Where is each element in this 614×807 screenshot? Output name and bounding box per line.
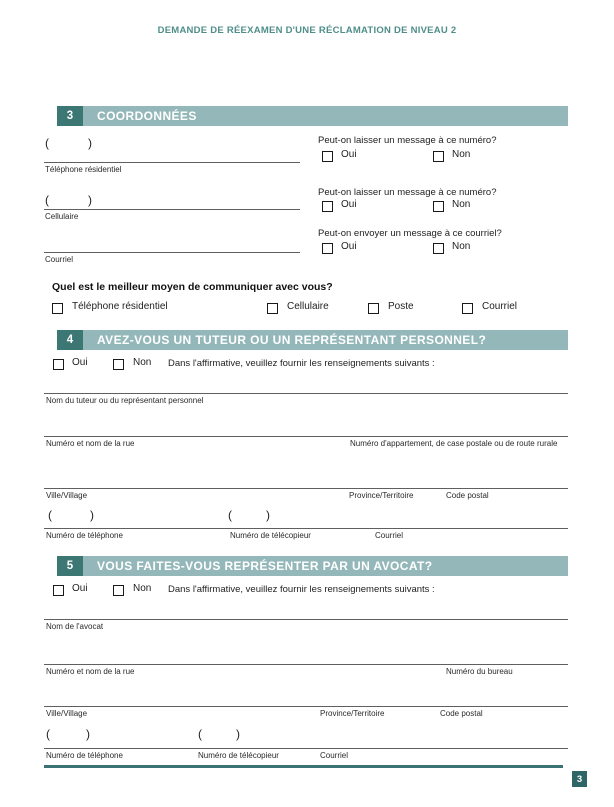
page-title: DEMANDE DE RÉEXAMEN D'UNE RÉCLAMATION DE NIVEAU 2 — [157, 25, 457, 36]
label-s4-city: Ville/Village — [46, 491, 88, 500]
label-email: Courriel — [45, 255, 74, 264]
label-bestway-residential: Téléphone résidentiel — [72, 301, 168, 312]
checkbox-residential-oui[interactable] — [322, 151, 333, 162]
section-5-number: 5 — [57, 556, 83, 576]
checkbox-s4-non[interactable] — [113, 359, 124, 370]
label-email-non: Non — [452, 241, 471, 252]
label-s5-postal: Code postal — [440, 709, 483, 718]
checkbox-residential-non[interactable] — [433, 151, 444, 162]
checkbox-cell-oui[interactable] — [322, 201, 333, 212]
label-s5-office: Numéro du bureau — [446, 667, 513, 676]
input-line-residential-phone[interactable] — [44, 162, 300, 163]
s4-instruction: Dans l'affirmative, veuillez fournir les renseignements suivants : — [168, 358, 435, 369]
label-s5-city: Ville/Village — [46, 709, 88, 718]
label-cell-oui: Oui — [341, 199, 357, 210]
question-message-residential: Peut-on laisser un message à ce numéro? — [318, 135, 497, 146]
label-s4-street: Numéro et nom de la rue — [46, 439, 135, 448]
paren-close-s5-phone: ) — [86, 727, 90, 741]
label-s4-phone: Numéro de téléphone — [46, 531, 123, 540]
input-line-s4-street[interactable] — [44, 436, 568, 437]
paren-close-s4-phone: ) — [90, 508, 94, 522]
page-number-badge: 3 — [572, 771, 587, 787]
label-s4-province: Province/Territoire — [349, 491, 414, 500]
label-bestway-poste: Poste — [388, 301, 414, 312]
checkbox-bestway-residential[interactable] — [52, 303, 63, 314]
label-s4-fax: Numéro de télécopieur — [230, 531, 311, 540]
input-line-s5-city[interactable] — [44, 706, 568, 707]
paren-open-s4-fax: ( — [228, 508, 232, 522]
checkbox-email-oui[interactable] — [322, 243, 333, 254]
label-email-oui: Oui — [341, 241, 357, 252]
label-s5-non: Non — [133, 583, 152, 594]
label-s5-street: Numéro et nom de la rue — [46, 667, 135, 676]
checkbox-cell-non[interactable] — [433, 201, 444, 212]
section-4-title: AVEZ-VOUS UN TUTEUR OU UN REPRÉSENTANT PERSONNEL? — [97, 333, 487, 347]
checkbox-s5-oui[interactable] — [53, 585, 64, 596]
question-best-way: Quel est le meilleur moyen de communiquer avec vous? — [52, 281, 333, 293]
label-cell-phone: Cellulaire — [45, 212, 79, 221]
checkbox-bestway-courriel[interactable] — [462, 303, 473, 314]
label-residential-phone: Téléphone résidentiel — [45, 165, 122, 174]
footer-rule — [44, 765, 563, 768]
input-line-s4-name[interactable] — [44, 393, 568, 394]
question-message-cell: Peut-on laisser un message à ce numéro? — [318, 187, 497, 198]
paren-open-s5-fax: ( — [198, 727, 202, 741]
label-bestway-courriel: Courriel — [482, 301, 518, 312]
section-3-number: 3 — [57, 106, 83, 126]
paren-close-s5-fax: ) — [236, 727, 240, 741]
paren-open-cell: ( — [45, 193, 49, 207]
label-s4-oui: Oui — [72, 357, 88, 368]
label-s4-email: Courriel — [375, 531, 404, 540]
s5-instruction: Dans l'affirmative, veuillez fournir les renseignements suivants : — [168, 584, 435, 595]
section-3-title: COORDONNÉES — [97, 109, 197, 123]
input-line-email[interactable] — [44, 252, 300, 253]
label-s4-postal: Code postal — [446, 491, 489, 500]
section-3-header — [57, 106, 568, 126]
paren-close-residential: ) — [88, 136, 92, 150]
label-s4-name: Nom du tuteur ou du représentant personnel — [46, 396, 204, 405]
paren-close-s4-fax: ) — [266, 508, 270, 522]
label-s5-email: Courriel — [320, 751, 349, 760]
section-5-header — [57, 556, 568, 576]
label-s5-oui: Oui — [72, 583, 88, 594]
paren-close-cell: ) — [88, 193, 92, 207]
label-cell-non: Non — [452, 199, 471, 210]
label-s5-phone: Numéro de téléphone — [46, 751, 123, 760]
section-4-number: 4 — [57, 330, 83, 350]
checkbox-s4-oui[interactable] — [53, 359, 64, 370]
checkbox-email-non[interactable] — [433, 243, 444, 254]
label-s5-name: Nom de l'avocat — [46, 622, 104, 631]
question-message-email: Peut-on envoyer un message à ce courriel? — [318, 228, 502, 239]
input-line-cell-phone[interactable] — [44, 209, 300, 210]
checkbox-bestway-cellulaire[interactable] — [267, 303, 278, 314]
input-line-s5-street[interactable] — [44, 664, 568, 665]
label-bestway-cellulaire: Cellulaire — [287, 301, 329, 312]
checkbox-bestway-poste[interactable] — [368, 303, 379, 314]
section-5-title: VOUS FAITES-VOUS REPRÉSENTER PAR UN AVOCAT? — [97, 559, 433, 573]
label-s5-province: Province/Territoire — [320, 709, 385, 718]
paren-open-residential: ( — [45, 136, 49, 150]
label-s5-fax: Numéro de télécopieur — [198, 751, 279, 760]
input-line-s4-phone-fax-email[interactable] — [44, 528, 568, 529]
paren-open-s4-phone: ( — [48, 508, 52, 522]
label-residential-non: Non — [452, 149, 471, 160]
input-line-s4-city[interactable] — [44, 488, 568, 489]
label-s4-non: Non — [133, 357, 152, 368]
checkbox-s5-non[interactable] — [113, 585, 124, 596]
label-residential-oui: Oui — [341, 149, 357, 160]
section-4-header — [57, 330, 568, 350]
input-line-s5-name[interactable] — [44, 619, 568, 620]
label-s4-apartment: Numéro d'appartement, de case postale ou de route rurale — [350, 439, 558, 448]
input-line-s5-phone-fax-email[interactable] — [44, 748, 568, 749]
paren-open-s5-phone: ( — [46, 727, 50, 741]
